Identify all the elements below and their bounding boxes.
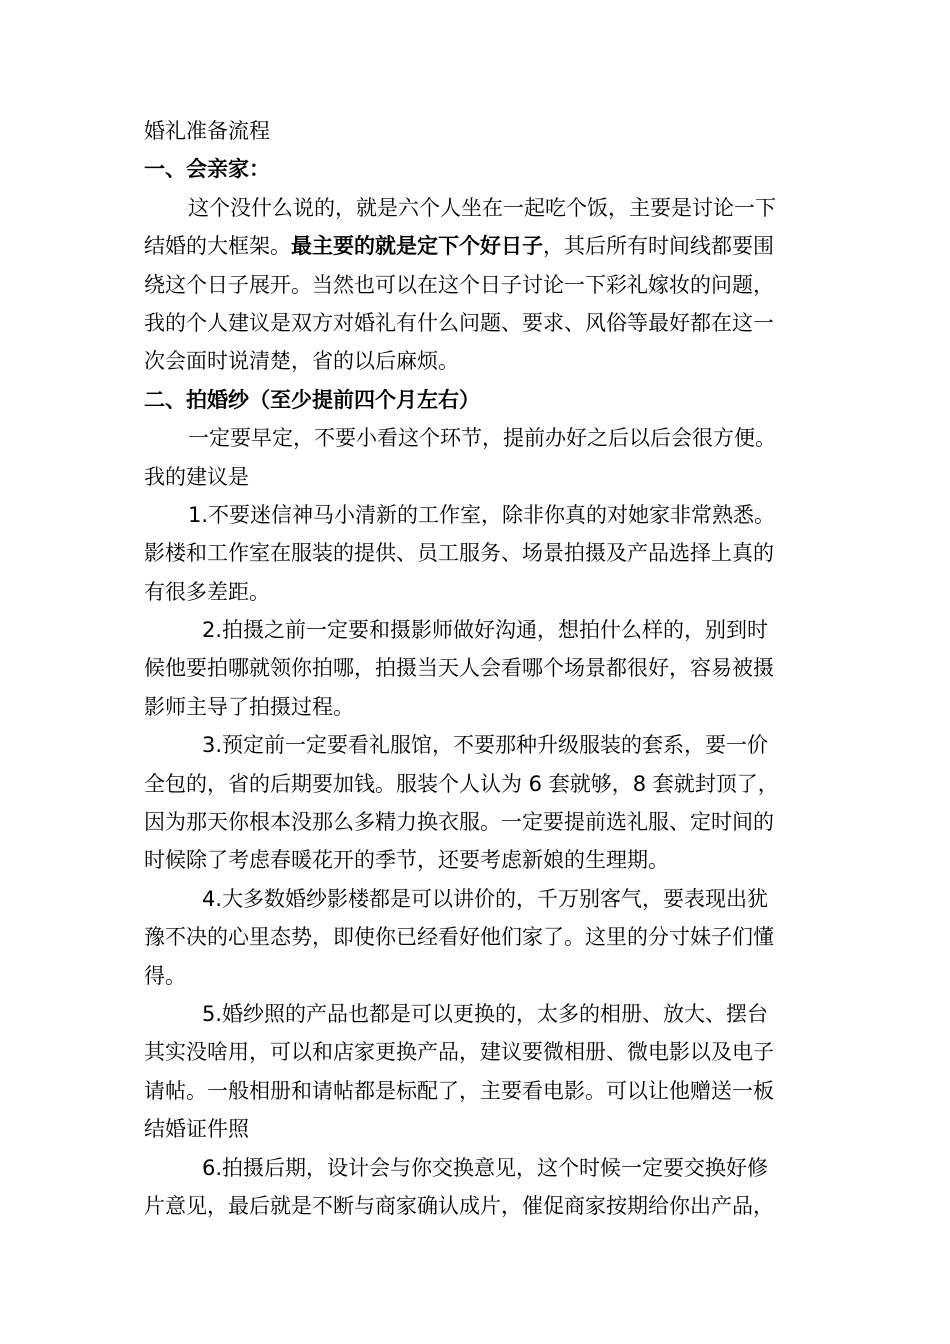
list-item-1-line: 1.不要迷信神马小清新的工作室，除非你真的对她家非常熟悉。: [188, 502, 776, 527]
list-item-5-line: 请帖。一般相册和请帖都是标配了，主要看电影。可以让他赠送一板: [144, 1078, 774, 1103]
list-item-3-line: 时候除了考虑春暖花开的季节，还要考虑新娘的生理期。: [144, 848, 669, 873]
emphasis-text: 最主要的就是定下个好日子: [291, 234, 543, 259]
paragraph-line: 一定要早定，不要小看这个环节，提前办好之后以后会很方便。: [188, 426, 776, 451]
list-item-5-line: 结婚证件照: [144, 1117, 249, 1142]
list-item-3-line: 3.预定前一定要看礼服馆，不要那种升级服装的套系，要一价: [202, 733, 769, 758]
paragraph-line: 绕这个日子展开。当然也可以在这个日子讨论一下彩礼嫁妆的问题，: [144, 272, 774, 297]
text-run: 结婚的大框架。: [144, 234, 291, 259]
section-heading-1: 一、会亲家：: [144, 157, 270, 182]
paragraph-line: 我的个人建议是双方对婚礼有什么问题、要求、风俗等最好都在这一: [144, 310, 774, 335]
document-title: 婚礼准备流程: [144, 119, 270, 143]
paragraph-line: 我的建议是: [144, 464, 249, 489]
list-item-4-line: 得。: [144, 963, 186, 988]
paragraph-line: 这个没什么说的，就是六个人坐在一起吃个饭，主要是讨论一下: [188, 195, 776, 220]
list-item-5-line: 5.婚纱照的产品也都是可以更换的，太多的相册、放大、摆台: [202, 1001, 769, 1026]
document-page: [144, 112, 808, 1225]
section-heading-2: 二、拍婚纱（至少提前四个月左右）: [144, 387, 480, 412]
list-item-3-line: 因为那天你根本没那么多精力换衣服。一定要提前选礼服、定时间的: [144, 810, 774, 835]
list-item-4-line: 豫不决的心里态势，即使你已经看好他们家了。这里的分寸妹子们懂: [144, 925, 774, 950]
paragraph-line-mixed: [144, 227, 808, 265]
list-item-2-line: 2.拍摄之前一定要和摄影师做好沟通，想拍什么样的，别到时: [202, 618, 769, 643]
text-run: ，其后所有时间线都要围: [543, 234, 774, 259]
list-item-4-line: 4.大多数婚纱影楼都是可以讲价的，千万别客气，要表现出犹: [202, 886, 769, 911]
list-item-1-line: 有很多差距。: [144, 579, 270, 604]
list-item-6-line: 片意见，最后就是不断与商家确认成片，催促商家按期给你出产品，: [144, 1193, 774, 1218]
list-item-6-line: 6.拍摄后期，设计会与你交换意见，这个时候一定要交换好修: [202, 1155, 769, 1180]
list-item-5-line: 其实没啥用，可以和店家更换产品，建议要微相册、微电影以及电子: [144, 1040, 774, 1065]
list-item-2-line: 候他要拍哪就领你拍哪，拍摄当天人会看哪个场景都很好，容易被摄: [144, 656, 774, 681]
list-item-3-line: 全包的，省的后期要加钱。服装个人认为 6 套就够，8 套就封顶了，: [144, 771, 779, 796]
paragraph-line: 次会面时说清楚，省的以后麻烦。: [144, 349, 459, 374]
list-item-2-line: 影师主导了拍摄过程。: [144, 694, 354, 719]
list-item-1-line: 影楼和工作室在服装的提供、员工服务、场景拍摄及产品选择上真的: [144, 541, 774, 566]
